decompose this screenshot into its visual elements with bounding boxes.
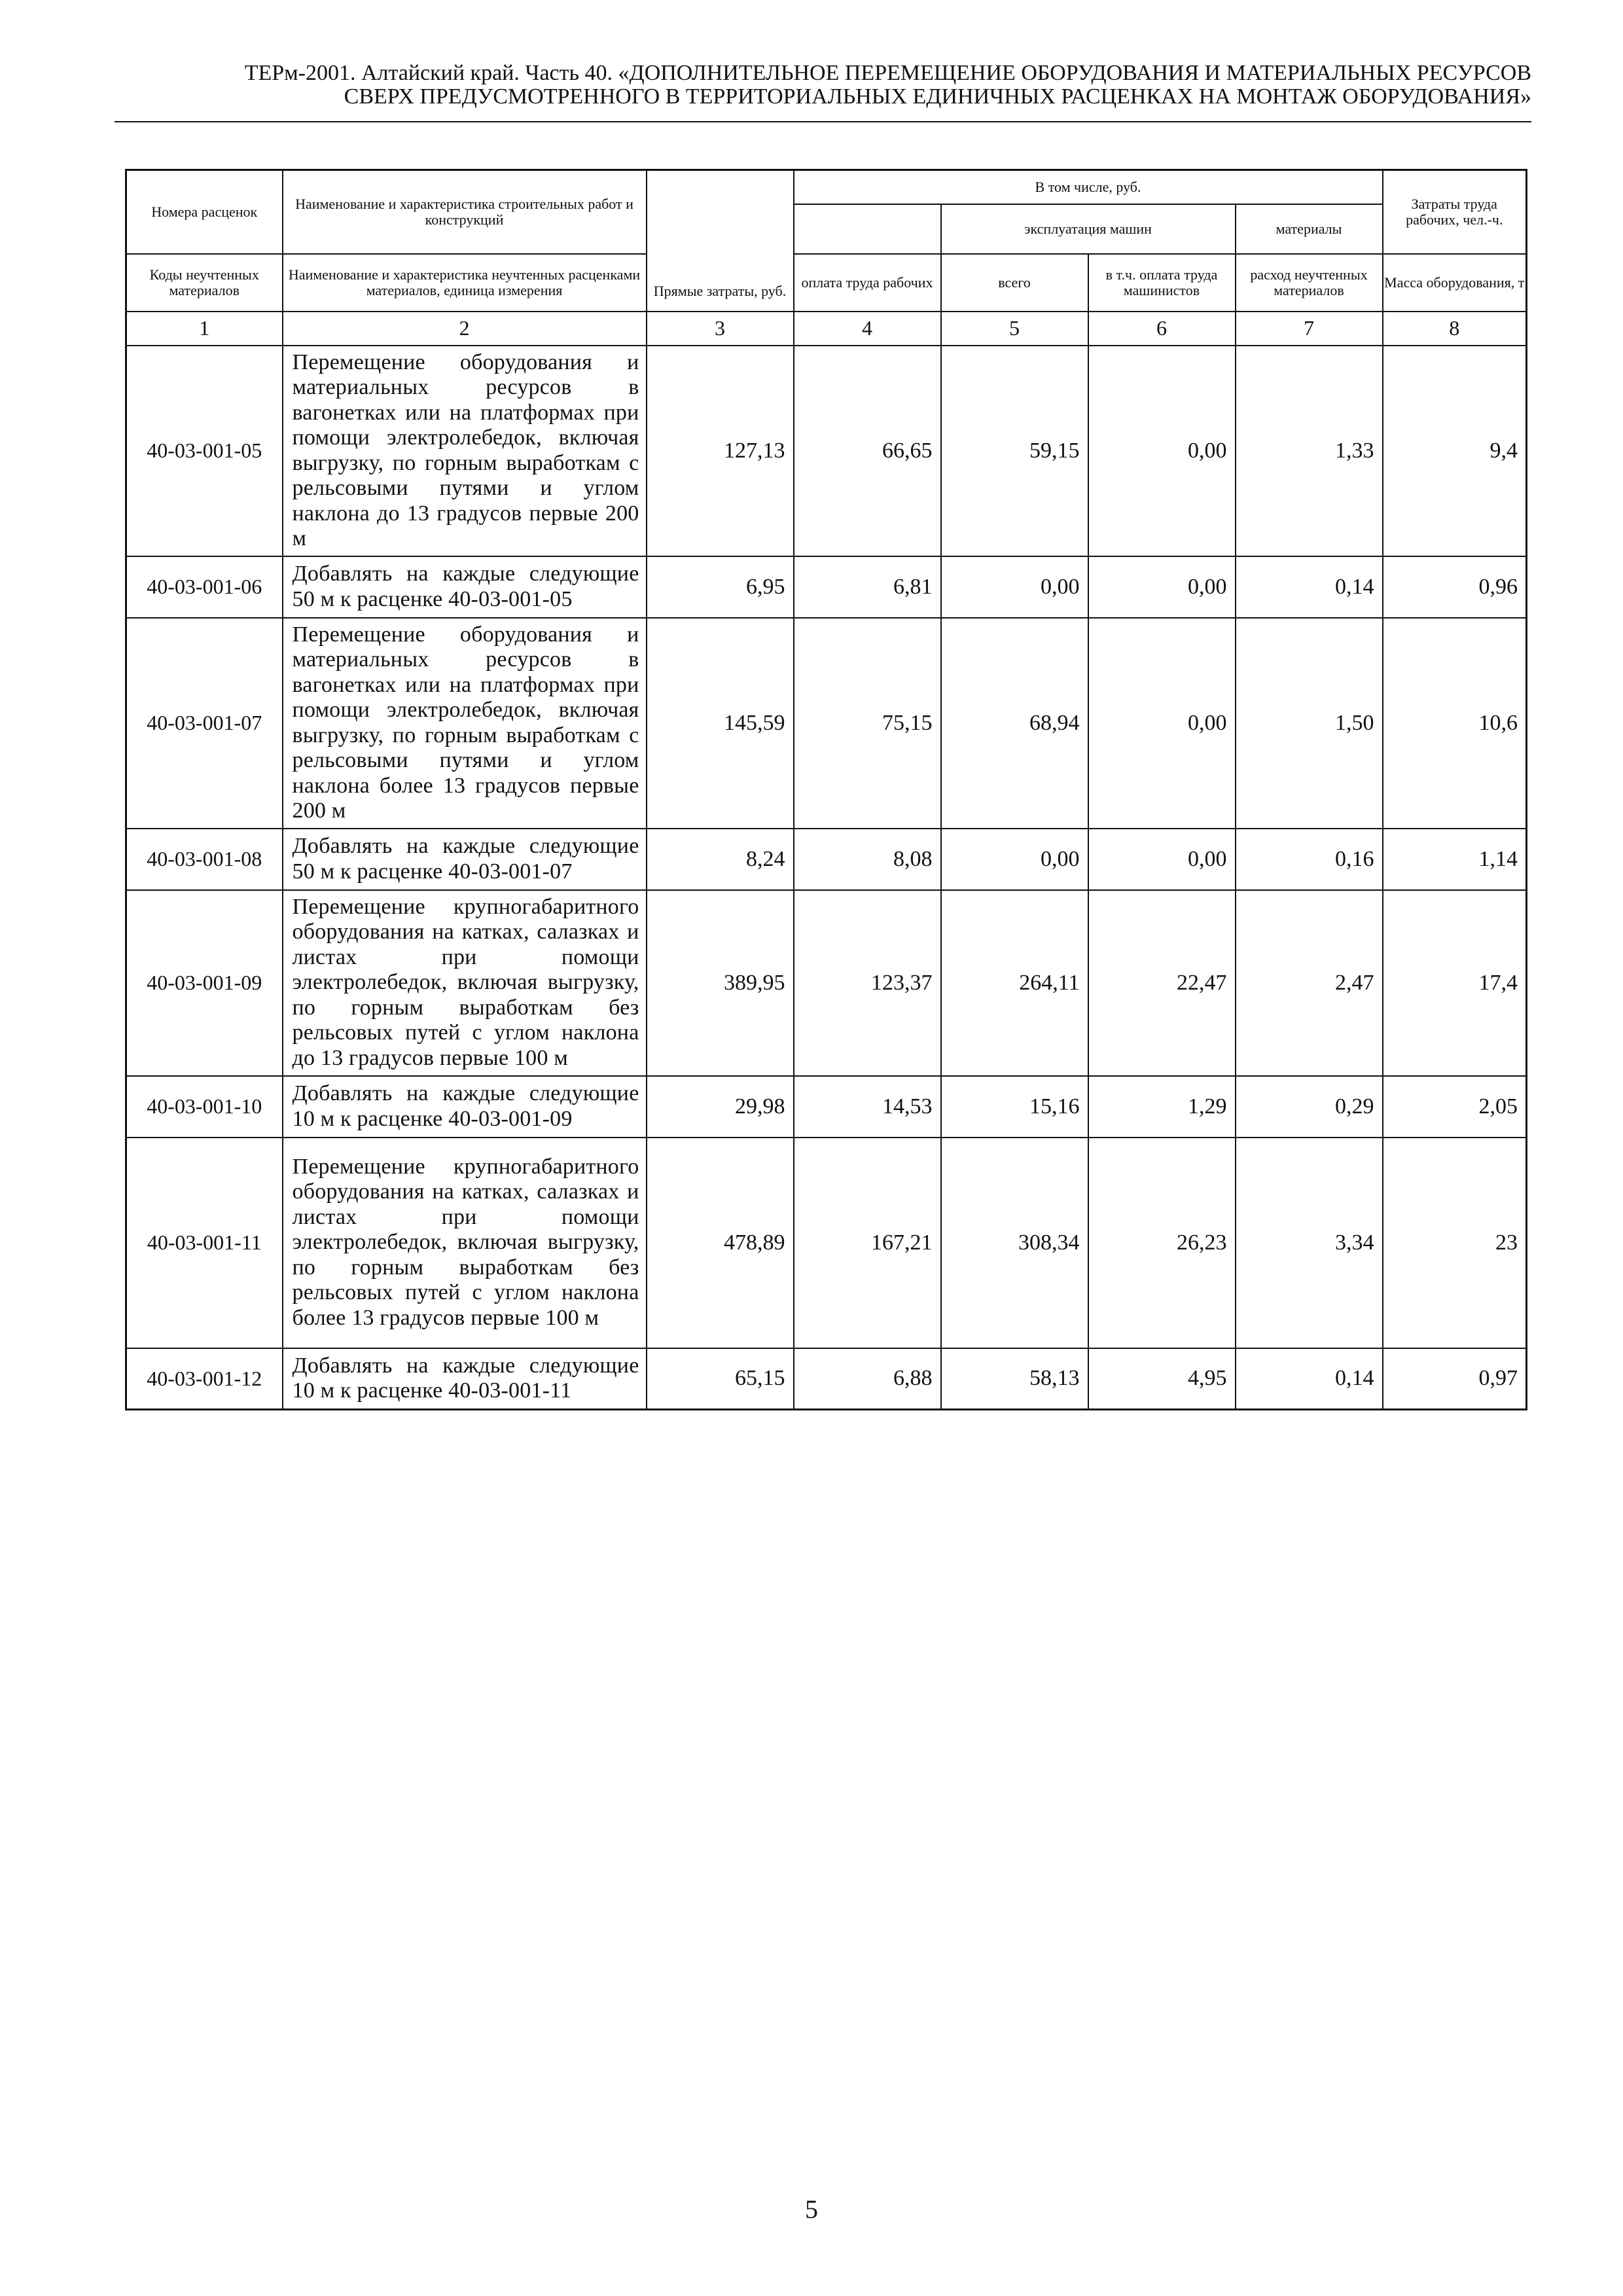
direct-costs-value: 389,95 (647, 890, 794, 1076)
rate-description: Перемещение оборудования и материальных ресурсов в вагонетках или на платформах при помощи электролебедок, включая выгрузку, по горным выработкам с рельсовыми путями и углом наклона до 13 градусов первые 200 м (283, 346, 647, 556)
machinists-pay-value: 22,47 (1088, 890, 1236, 1076)
direct-costs-value: 6,95 (647, 556, 794, 618)
workers-pay-value: 66,65 (794, 346, 941, 556)
labor-costs-value: 1,33 (1236, 346, 1383, 556)
equipment-mass-value: 23 (1383, 1138, 1527, 1348)
machines-total-value: 0,00 (941, 829, 1088, 890)
table-row (126, 346, 1527, 556)
labor-costs-value: 0,14 (1236, 1348, 1383, 1410)
head-machinists-pay: в т.ч. оплата труда машинистов (1088, 254, 1236, 312)
labor-costs-value: 3,34 (1236, 1138, 1383, 1348)
machinists-pay-value: 1,29 (1088, 1076, 1236, 1138)
header-divider (115, 121, 1531, 122)
rate-description: Добавлять на каждые следующие 50 м к расценке 40-03-001-05 (283, 556, 647, 618)
machines-total-value: 68,94 (941, 618, 1088, 829)
rate-code: 40-03-001-08 (126, 829, 283, 890)
machines-total-value: 264,11 (941, 890, 1088, 1076)
table-row (126, 829, 1527, 890)
table-row (126, 1076, 1527, 1138)
machines-total-value: 0,00 (941, 556, 1088, 618)
workers-pay-value: 6,88 (794, 1348, 941, 1410)
table-row (126, 618, 1527, 829)
head-unaccounted-codes: Коды неучтенных материалов (126, 254, 283, 312)
workers-pay-value: 6,81 (794, 556, 941, 618)
rate-description: Добавлять на каждые следующие 10 м к расценке 40-03-001-09 (283, 1076, 647, 1138)
head-workers-pay: оплата труда рабочих (794, 254, 941, 312)
running-header (115, 62, 1531, 109)
equipment-mass-value: 0,96 (1383, 556, 1527, 618)
labor-costs-value: 0,16 (1236, 829, 1383, 890)
head-blank (794, 204, 941, 254)
machines-total-value: 59,15 (941, 346, 1088, 556)
rate-code: 40-03-001-12 (126, 1348, 283, 1410)
table-row (126, 556, 1527, 618)
head-materials: материалы (1236, 204, 1383, 254)
rate-code: 40-03-001-11 (126, 1138, 283, 1348)
head-work-name: Наименование и характеристика строительных работ и конструкций (283, 170, 647, 254)
header-line-2: СВЕРХ ПРЕДУСМОТРЕННОГО В ТЕРРИТОРИАЛЬНЫХ ЕДИНИЧНЫХ РАСЦЕНКАХ НА МОНТАЖ ОБОРУДОВАНИЯ» (344, 84, 1531, 109)
direct-costs-value: 8,24 (647, 829, 794, 890)
rates-table (125, 169, 1527, 1410)
rate-code: 40-03-001-06 (126, 556, 283, 618)
rate-code: 40-03-001-05 (126, 346, 283, 556)
column-number: 3 (647, 312, 794, 346)
workers-pay-value: 75,15 (794, 618, 941, 829)
equipment-mass-value: 0,97 (1383, 1348, 1527, 1410)
head-machine-operation: эксплуатация машин (941, 204, 1236, 254)
labor-costs-value: 1,50 (1236, 618, 1383, 829)
table-row (126, 1348, 1527, 1410)
head-rate-numbers: Номера расценок (126, 170, 283, 254)
rate-description: Добавлять на каждые следующие 50 м к расценке 40-03-001-07 (283, 829, 647, 890)
direct-costs-value: 127,13 (647, 346, 794, 556)
labor-costs-value: 0,29 (1236, 1076, 1383, 1138)
page-number: 5 (805, 2195, 818, 2224)
machinists-pay-value: 4,95 (1088, 1348, 1236, 1410)
rate-code: 40-03-001-07 (126, 618, 283, 829)
machinists-pay-value: 26,23 (1088, 1138, 1236, 1348)
head-including: В том числе, руб. (794, 170, 1383, 204)
direct-costs-value: 65,15 (647, 1348, 794, 1410)
column-number: 5 (941, 312, 1088, 346)
machinists-pay-value: 0,00 (1088, 829, 1236, 890)
direct-costs-value: 145,59 (647, 618, 794, 829)
column-number: 2 (283, 312, 647, 346)
table-row (126, 1138, 1527, 1348)
workers-pay-value: 14,53 (794, 1076, 941, 1138)
rate-code: 40-03-001-10 (126, 1076, 283, 1138)
equipment-mass-value: 10,6 (1383, 618, 1527, 829)
machinists-pay-value: 0,00 (1088, 556, 1236, 618)
header-row-3 (126, 254, 1527, 312)
header-row-1 (126, 170, 1527, 204)
head-labor-costs: Затраты труда рабочих, чел.-ч. (1383, 170, 1527, 254)
column-number: 8 (1383, 312, 1527, 346)
head-unaccounted-name: Наименование и характеристика неучтенных расценками материалов, единица измерения (283, 254, 647, 312)
machinists-pay-value: 0,00 (1088, 618, 1236, 829)
head-total: всего (941, 254, 1088, 312)
labor-costs-value: 0,14 (1236, 556, 1383, 618)
machines-total-value: 58,13 (941, 1348, 1088, 1410)
column-number: 1 (126, 312, 283, 346)
direct-costs-value: 478,89 (647, 1138, 794, 1348)
column-number: 4 (794, 312, 941, 346)
workers-pay-value: 167,21 (794, 1138, 941, 1348)
workers-pay-value: 8,08 (794, 829, 941, 890)
machinists-pay-value: 0,00 (1088, 346, 1236, 556)
header-line-1: ТЕРм-2001. Алтайский край. Часть 40. «ДОПОЛНИТЕЛЬНОЕ ПЕРЕМЕЩЕНИЕ ОБОРУДОВАНИЯ И МАТЕРИАЛЬНЫХ РЕСУРСОВ (244, 61, 1531, 85)
column-number-row (126, 312, 1527, 346)
machines-total-value: 308,34 (941, 1138, 1088, 1348)
equipment-mass-value: 9,4 (1383, 346, 1527, 556)
equipment-mass-value: 17,4 (1383, 890, 1527, 1076)
rate-description: Добавлять на каждые следующие 10 м к расценке 40-03-001-11 (283, 1348, 647, 1410)
machines-total-value: 15,16 (941, 1076, 1088, 1138)
column-number: 7 (1236, 312, 1383, 346)
workers-pay-value: 123,37 (794, 890, 941, 1076)
head-unaccounted-consumption: расход неучтенных материалов (1236, 254, 1383, 312)
labor-costs-value: 2,47 (1236, 890, 1383, 1076)
head-direct-costs: Прямые затраты, руб. (647, 170, 794, 312)
rate-description: Перемещение крупногабаритного оборудования на катках, салазках и листах при помощи электролебедок, включая выгрузку, по горным выработкам без рельсовых путей с углом наклона более 13 градусов первые 100 м (283, 1138, 647, 1348)
column-number: 6 (1088, 312, 1236, 346)
direct-costs-value: 29,98 (647, 1076, 794, 1138)
rate-description: Перемещение оборудования и материальных ресурсов в вагонетках или на платформах при помощи электролебедок, включая выгрузку, по горным выработкам с рельсовыми путями и углом наклона более 13 градусов первые 200 м (283, 618, 647, 829)
rate-code: 40-03-001-09 (126, 890, 283, 1076)
table-row (126, 890, 1527, 1076)
rate-description: Перемещение крупногабаритного оборудования на катках, салазках и листах при помощи электролебедок, включая выгрузку, по горным выработкам без рельсовых путей с углом наклона до 13 градусов первые 100 м (283, 890, 647, 1076)
head-equipment-mass: Масса оборудования, т (1383, 254, 1527, 312)
equipment-mass-value: 2,05 (1383, 1076, 1527, 1138)
equipment-mass-value: 1,14 (1383, 829, 1527, 890)
